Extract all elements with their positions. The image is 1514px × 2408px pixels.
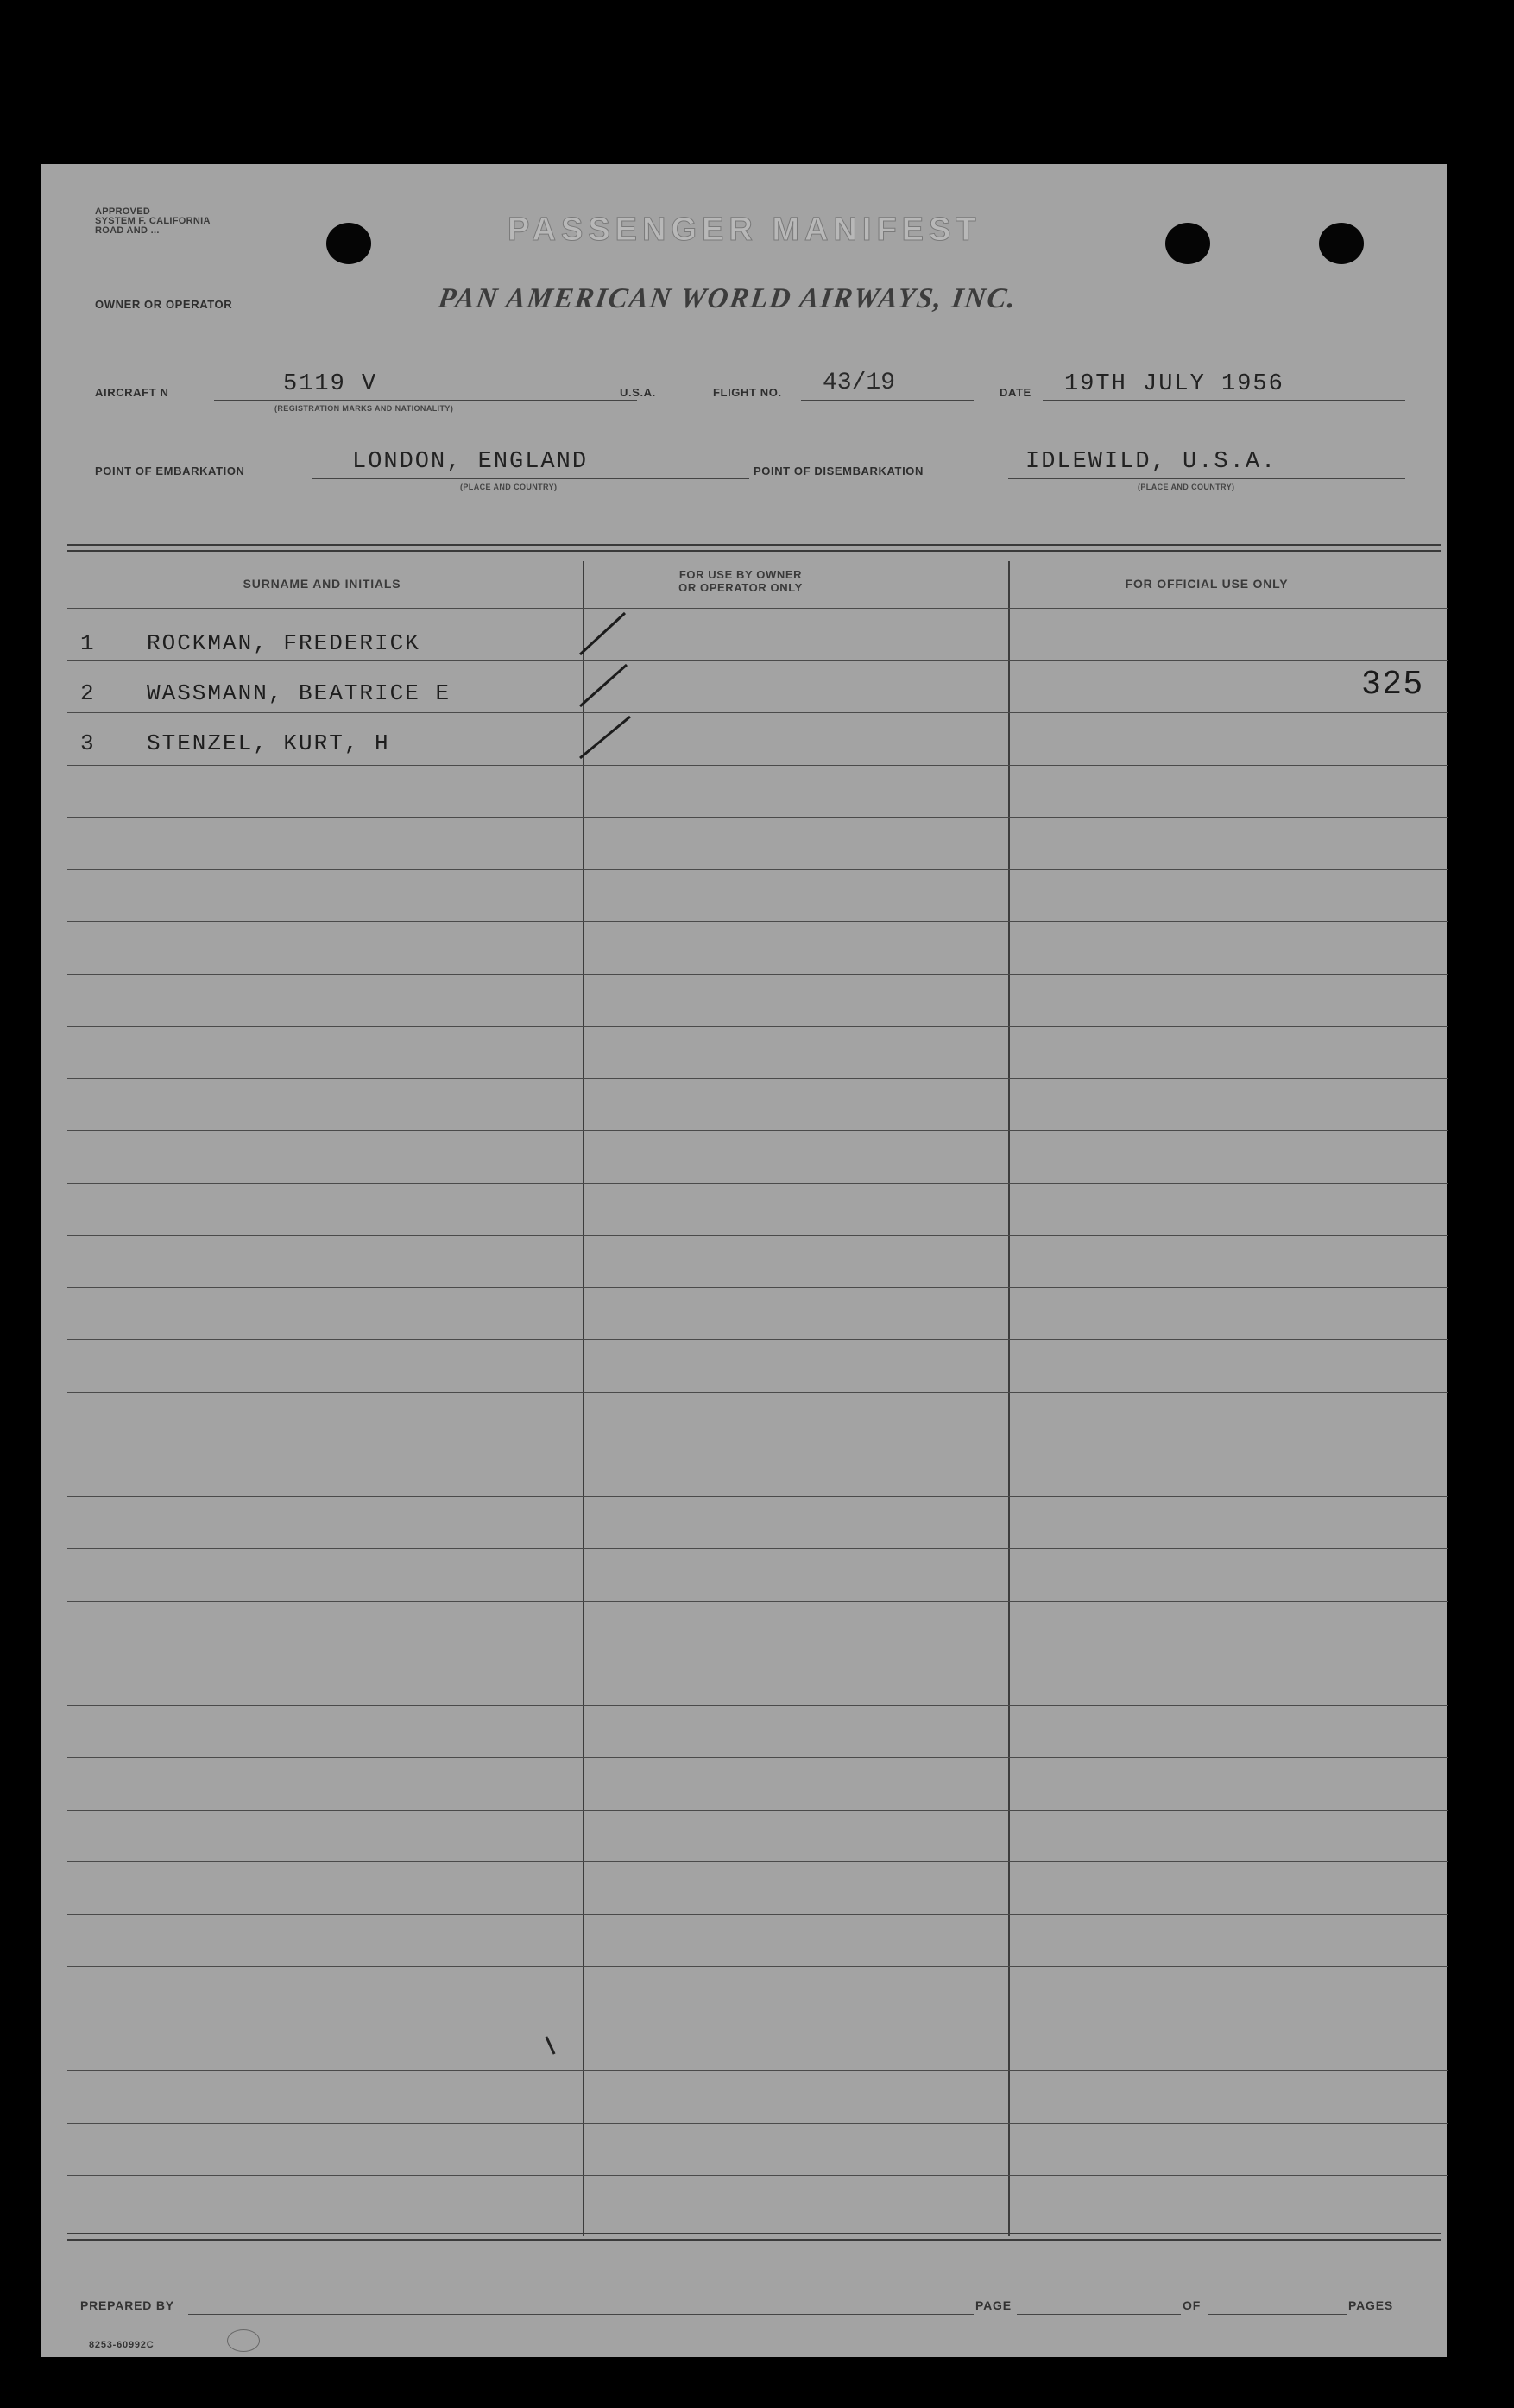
ruled-line (67, 1078, 1448, 1079)
ruled-line (67, 608, 1448, 609)
ruled-line (67, 1757, 1448, 1758)
punch-hole (1165, 223, 1210, 264)
check-mark (580, 699, 715, 706)
ruled-line (67, 1392, 1448, 1393)
punch-hole (1319, 223, 1364, 264)
disembark-value: IDLEWILD, U.S.A. (1025, 449, 1277, 475)
ruled-line (67, 974, 1448, 975)
ruled-line (67, 1287, 1448, 1288)
manifest-form (41, 164, 1447, 2357)
embark-sublabel: (PLACE AND COUNTRY) (460, 483, 558, 491)
date-label: DATE (1000, 386, 1031, 399)
col-official-header: FOR OFFICIAL USE ONLY (1125, 577, 1289, 591)
passenger-name: ROCKMAN, FREDERICK (147, 630, 420, 656)
ruled-line (67, 1235, 1448, 1236)
embark-value: LONDON, ENGLAND (352, 449, 589, 475)
ruled-line (67, 1496, 1448, 1497)
ruled-line (67, 1130, 1448, 1131)
ruled-line (67, 921, 1448, 922)
ruled-line (67, 2175, 1448, 2176)
col-owner-header (577, 568, 905, 594)
table-top-rule (67, 544, 1441, 552)
of-label: OF (1183, 2298, 1202, 2312)
ruled-line (67, 869, 1448, 870)
row-number: 3 (80, 730, 94, 756)
ruled-line (67, 1810, 1448, 1811)
passenger-name: WASSMANN, BEATRICE E (147, 680, 451, 706)
official-value: 325 (1362, 665, 1425, 701)
printer-seal (227, 2329, 260, 2352)
row-number: 1 (80, 630, 94, 656)
ruled-line (67, 1601, 1448, 1602)
disembark-label: POINT OF DISEMBARKATION (754, 465, 924, 477)
column-divider (1008, 561, 1010, 2236)
ruled-line (67, 2070, 1448, 2071)
usa-label: U.S.A. (620, 386, 656, 399)
check-marks (559, 604, 732, 777)
flight-value: 43/19 (823, 370, 896, 396)
ruled-line (67, 1339, 1448, 1340)
date-value: 19TH JULY 1956 (1064, 371, 1284, 397)
prepared-by-label: PREPARED BY (80, 2298, 174, 2312)
ruled-line (67, 765, 1448, 766)
ruled-line (67, 1966, 1448, 1967)
col-owner-header-line1: FOR USE BY OWNER (678, 568, 803, 581)
punch-hole (326, 223, 371, 264)
embark-label: POINT OF EMBARKATION (95, 465, 245, 477)
ruled-line (67, 712, 1448, 713)
check-mark (580, 717, 630, 758)
row-number: 2 (80, 680, 94, 706)
ruled-line (67, 1026, 1448, 1027)
ruled-line (67, 1914, 1448, 1915)
table-bottom-rule (67, 2233, 1441, 2241)
check-mark (580, 613, 625, 654)
col-surname-header: SURNAME AND INITIALS (243, 577, 401, 591)
owner-label: OWNER OR OPERATOR (95, 298, 233, 311)
ruled-line (67, 2123, 1448, 2124)
stray-mark (545, 2036, 555, 2054)
owner-value: PAN AMERICAN WORLD AIRWAYS, INC. (436, 283, 1019, 314)
aircraft-label: AIRCRAFT N (95, 386, 169, 399)
pages-label: PAGES (1348, 2298, 1393, 2312)
column-divider (583, 561, 584, 2236)
page-label: PAGE (975, 2298, 1012, 2312)
ruled-line (67, 1705, 1448, 1706)
aircraft-sublabel: (REGISTRATION MARKS AND NATIONALITY) (274, 404, 454, 413)
check-mark (580, 665, 627, 706)
flight-label: FLIGHT NO. (713, 386, 782, 399)
approval-line: SYSTEM F. CALIFORNIA (95, 216, 211, 226)
disembark-sublabel: (PLACE AND COUNTRY) (1138, 483, 1235, 491)
ruled-line (67, 1548, 1448, 1549)
ruled-line (67, 1183, 1448, 1184)
ruled-line (67, 1861, 1448, 1862)
passenger-name: STENZEL, KURT, H (147, 730, 390, 756)
approval-line: ROAD AND ... (95, 225, 160, 236)
approval-line: APPROVED (95, 206, 151, 217)
form-title: PASSENGER MANIFEST (508, 212, 981, 248)
form-number: 8253-60992C (89, 2340, 155, 2350)
col-owner-header-line2: OR OPERATOR ONLY (678, 581, 803, 594)
aircraft-value: 5119 V (283, 371, 378, 397)
ruled-line (67, 660, 1448, 661)
ruled-line (67, 817, 1448, 818)
